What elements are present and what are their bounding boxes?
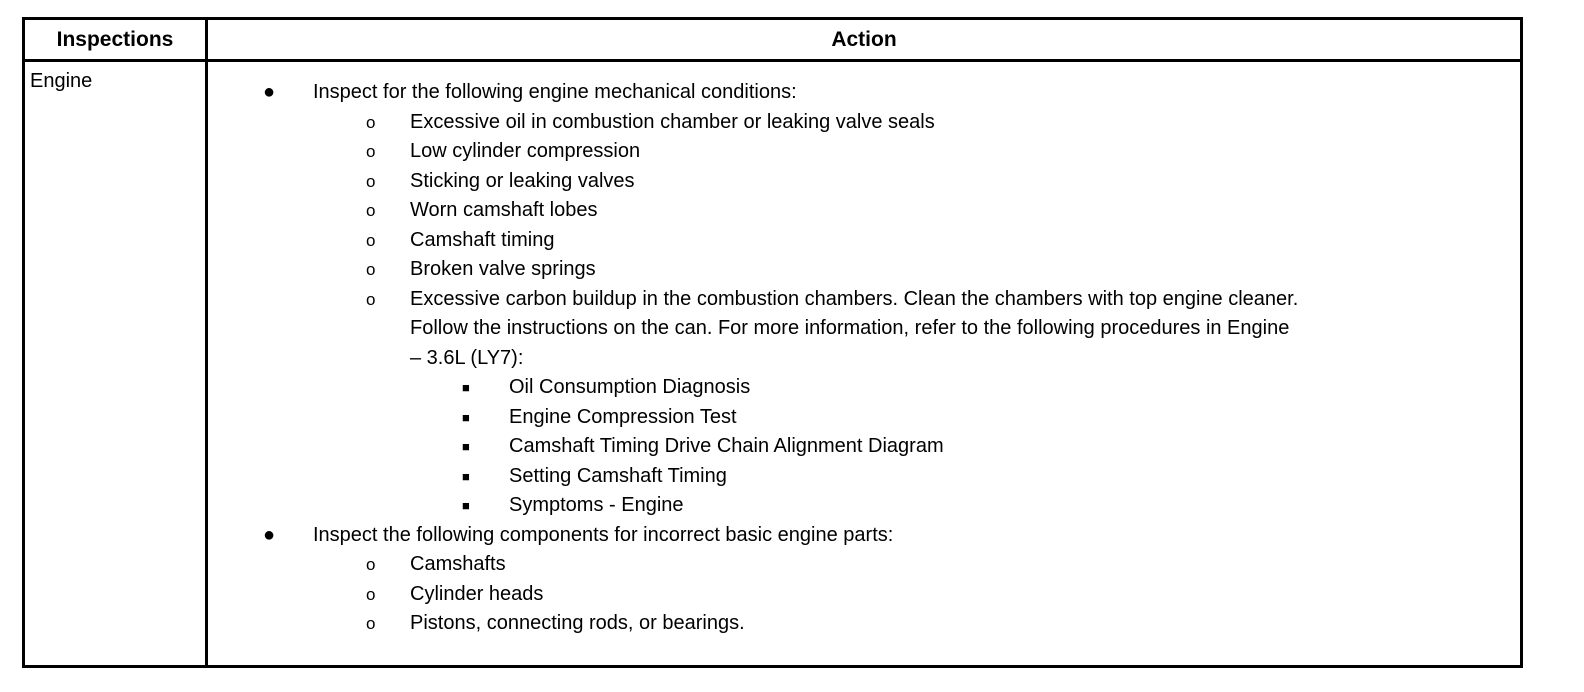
sub-item-text: Camshafts bbox=[410, 553, 506, 575]
sub-marker: o bbox=[366, 260, 376, 279]
sub-marker: o bbox=[366, 289, 376, 309]
square-bullet-marker: ■ bbox=[462, 380, 470, 395]
list-item bbox=[208, 462, 1512, 492]
sub-item-text-line-3: – 3.6L (LY7): bbox=[410, 346, 524, 369]
table-header-row bbox=[25, 20, 1520, 62]
square-bullet-marker: ■ bbox=[462, 409, 470, 425]
list-item bbox=[208, 373, 1512, 403]
list-item bbox=[208, 609, 1512, 639]
inspection-cell-engine: Engine bbox=[30, 70, 93, 92]
list-item bbox=[208, 255, 1512, 285]
action-cell bbox=[208, 78, 1512, 639]
sub-marker: o bbox=[366, 142, 376, 161]
sub-item-text: Cylinder heads bbox=[410, 582, 544, 605]
sub-item-text-line-2: Follow the instructions on the can. For more information, refer to the following procedures in Engine bbox=[410, 317, 1290, 339]
list-item bbox=[208, 108, 1512, 138]
bullet-marker: ● bbox=[263, 81, 276, 103]
sub-item-text: Sticking or leaking valves bbox=[410, 169, 635, 192]
list-item bbox=[208, 285, 1512, 315]
inspection-table bbox=[22, 17, 1523, 668]
sub-marker: o bbox=[366, 555, 376, 574]
sub-item-text: Low cylinder compression bbox=[410, 140, 641, 162]
sub-item-text: Camshaft timing bbox=[410, 228, 555, 251]
list-item bbox=[208, 78, 1512, 108]
square-bullet-marker: ■ bbox=[462, 439, 470, 454]
list-item bbox=[208, 137, 1512, 167]
list-item bbox=[208, 550, 1512, 580]
sub-marker: o bbox=[366, 112, 376, 132]
sub-marker: o bbox=[366, 230, 376, 250]
header-inspections: Inspections bbox=[56, 28, 174, 51]
sub-item-text-line-1: Excessive carbon buildup in the combustion chambers. Clean the chambers with top engine cleaner. bbox=[410, 287, 1299, 310]
list-item bbox=[208, 580, 1512, 610]
bullet-text: Inspect the following components for incorrect basic engine parts: bbox=[313, 523, 894, 546]
sub-item-text: Pistons, connecting rods, or bearings. bbox=[410, 612, 745, 634]
procedure-text: Engine Compression Test bbox=[509, 405, 737, 428]
square-bullet-marker: ■ bbox=[462, 498, 470, 513]
sub-marker: o bbox=[366, 201, 376, 220]
header-action: Action bbox=[831, 28, 897, 51]
list-item bbox=[208, 521, 1512, 551]
bullet-text: Inspect for the following engine mechanical conditions: bbox=[313, 81, 797, 103]
list-item bbox=[208, 432, 1512, 462]
procedure-text: Symptoms - Engine bbox=[509, 494, 684, 516]
procedure-text: Setting Camshaft Timing bbox=[509, 464, 727, 487]
procedure-text: Camshaft Timing Drive Chain Alignment Diagram bbox=[509, 435, 944, 457]
list-item bbox=[208, 167, 1512, 197]
sub-item-text: Broken valve springs bbox=[410, 258, 596, 280]
sub-marker: o bbox=[366, 614, 376, 633]
sub-marker: o bbox=[366, 584, 376, 604]
procedure-text: Oil Consumption Diagnosis bbox=[509, 376, 751, 398]
square-bullet-marker: ■ bbox=[462, 468, 470, 484]
list-item-continuation bbox=[208, 344, 1512, 374]
sub-item-text: Excessive oil in combustion chamber or leaking valve seals bbox=[410, 110, 935, 133]
sub-marker: o bbox=[366, 171, 376, 191]
bullet-marker: ● bbox=[263, 523, 276, 546]
list-item-continuation bbox=[208, 314, 1512, 344]
sub-item-text: Worn camshaft lobes bbox=[410, 199, 598, 221]
list-item bbox=[208, 403, 1512, 433]
list-item bbox=[208, 196, 1512, 226]
list-item bbox=[208, 226, 1512, 256]
list-item bbox=[208, 491, 1512, 521]
